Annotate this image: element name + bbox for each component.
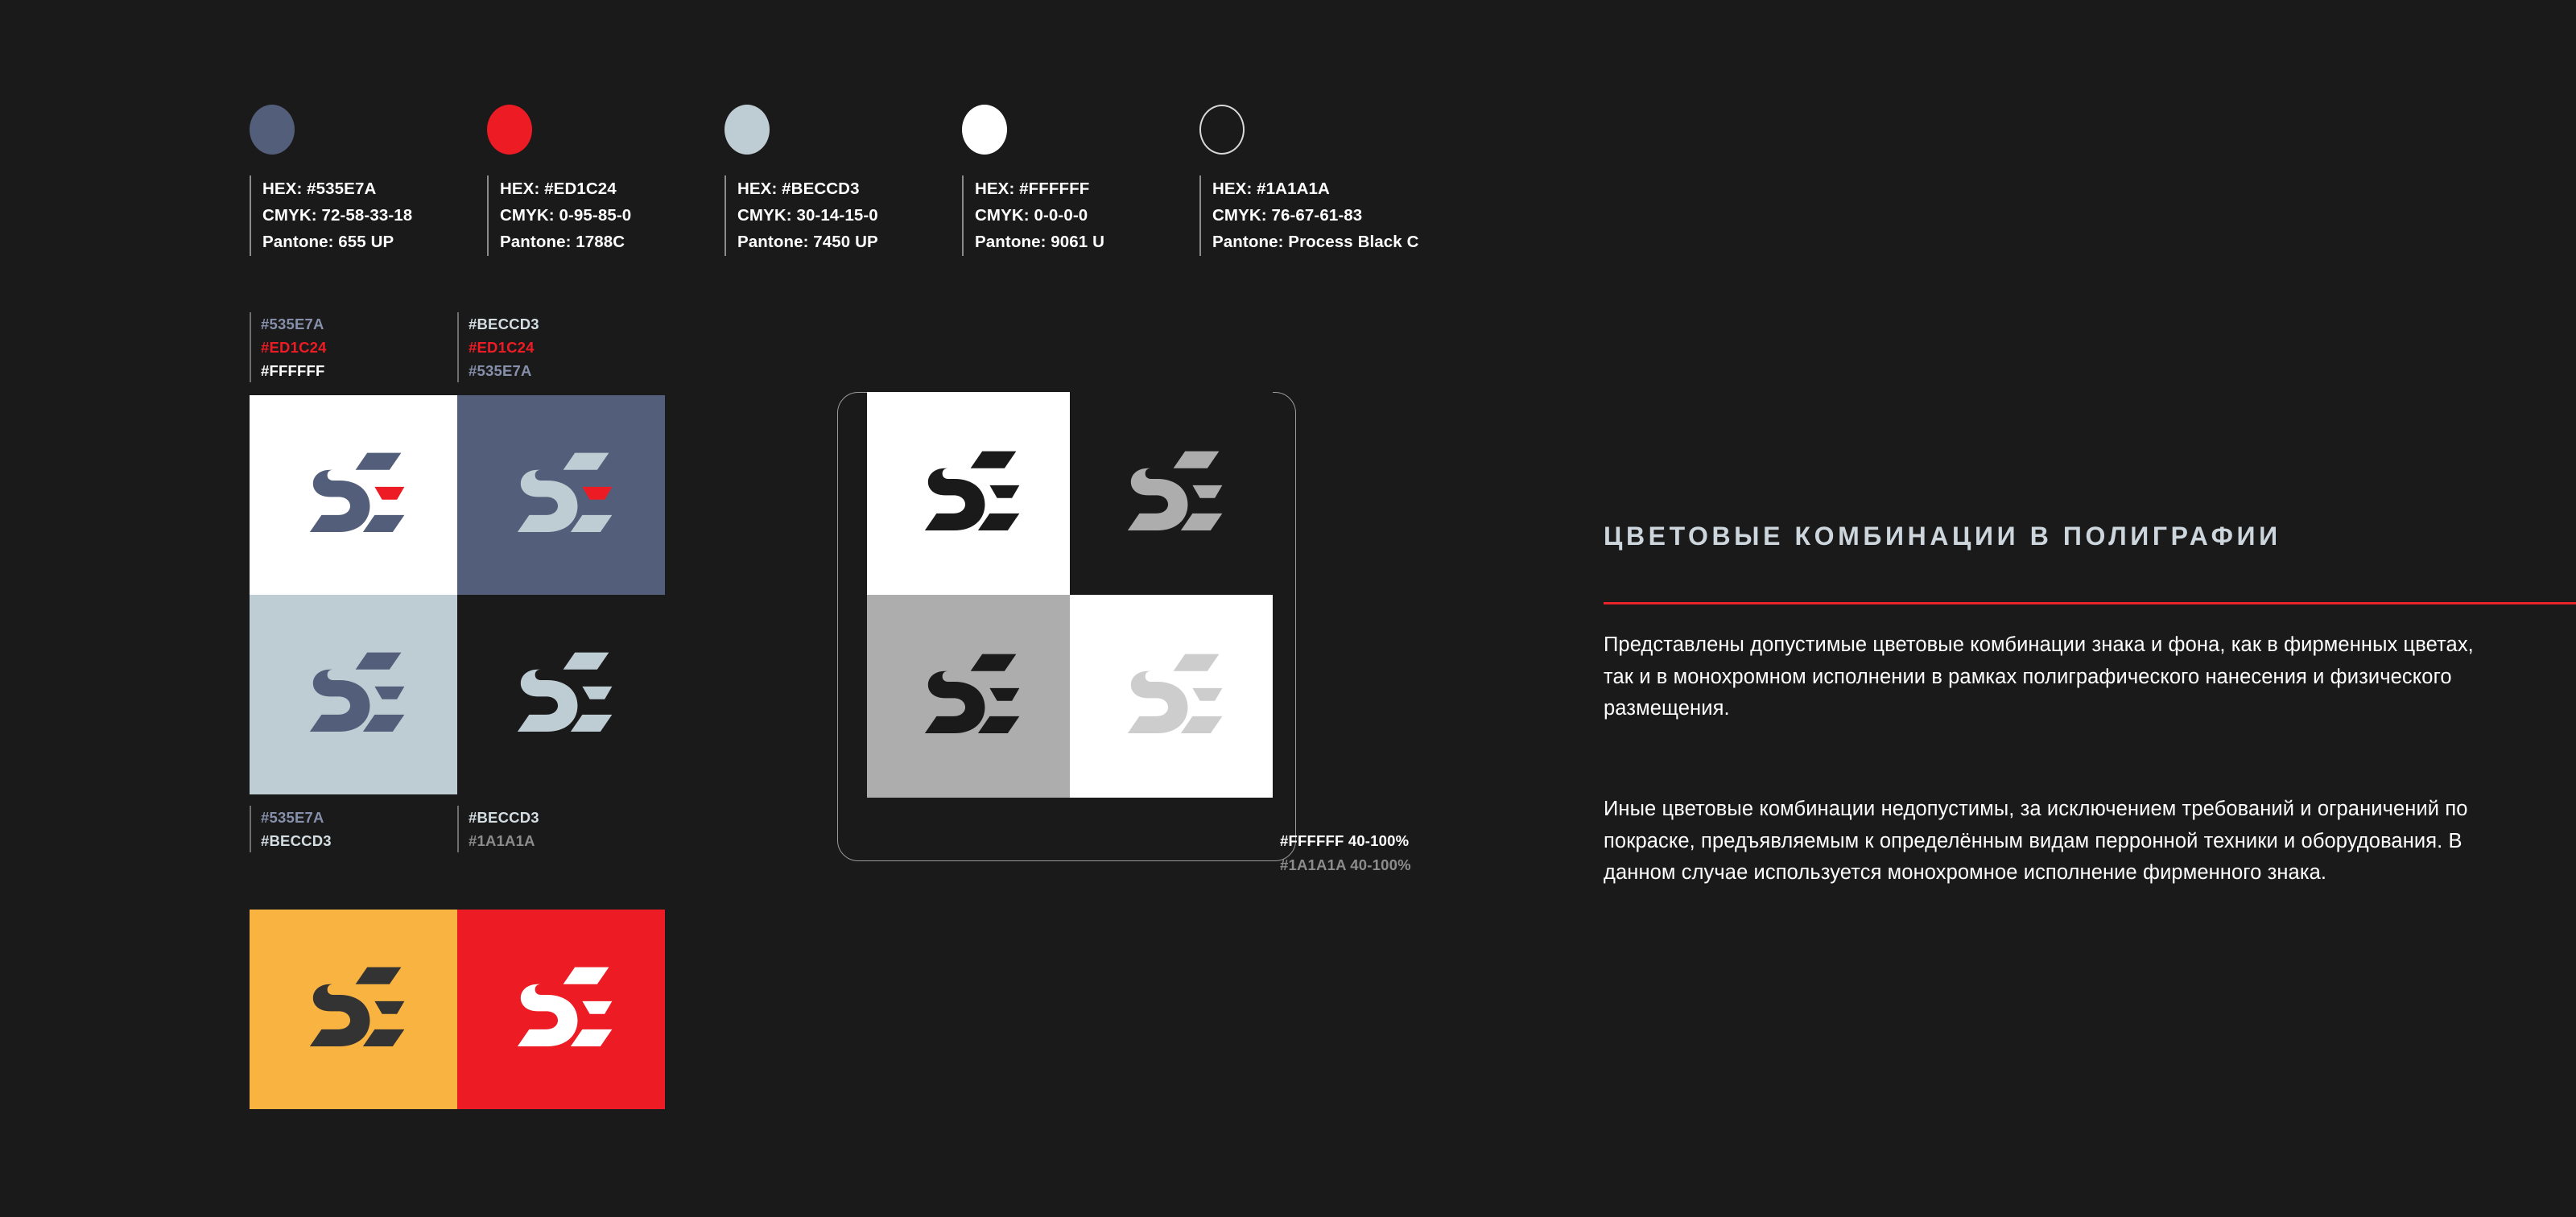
swatch-hex-value: HEX: #FFFFFF <box>975 179 1090 198</box>
logo-bar-bottom <box>363 515 404 532</box>
legend-hex-label: #FFFFFF 40-100% <box>1280 832 1410 849</box>
legend-hex-label: #ED1C24 <box>469 339 535 357</box>
swatch-cmyk-value: CMYK: 76-67-61-83 <box>1212 206 1363 225</box>
legend-hex-label: #535E7A <box>261 316 324 332</box>
logo-bar-bottom <box>363 1029 404 1046</box>
logo-bar-bottom <box>1181 716 1222 732</box>
logo-bar-middle <box>989 485 1019 497</box>
logo-bar-middle <box>374 1000 404 1013</box>
monochrome-grid <box>867 392 1273 798</box>
logo-bar-top <box>971 451 1017 468</box>
logo-bar-top <box>971 654 1017 670</box>
logo-tile-dark-bg <box>457 595 665 794</box>
swatch-color-dot <box>487 105 532 155</box>
se-logo-mark <box>508 965 614 1054</box>
se-logo-mark <box>508 451 614 540</box>
swatch-color-dot <box>1199 105 1245 155</box>
swatch-spec-list <box>724 175 962 256</box>
logo-bar-middle <box>1192 687 1222 700</box>
logo-bar-bottom <box>571 715 612 732</box>
swatch-hex-value: HEX: #535E7A <box>262 179 377 198</box>
palette-swatch <box>1199 105 1437 256</box>
swatch-hex-value: HEX: #ED1C24 <box>500 179 617 198</box>
logo-tile-white-bg <box>250 395 457 595</box>
legend-hex-label: #BECCD3 <box>469 316 539 332</box>
color-combination-grid <box>250 395 665 794</box>
swatch-spec-list <box>1199 175 1437 256</box>
legend-hex-label: #FFFFFF <box>261 362 325 380</box>
title-accent-rule <box>1604 602 2576 604</box>
legend-hex-label: #535E7A <box>469 362 532 380</box>
se-logo-mark <box>915 449 1022 538</box>
logo-tile-light-blue-bg <box>250 595 457 794</box>
logo-bar-top <box>564 967 609 984</box>
logo-bar-middle <box>374 687 404 699</box>
logo-bar-bottom <box>1181 513 1222 530</box>
swatch-cmyk-value: CMYK: 72-58-33-18 <box>262 206 413 225</box>
swatch-pantone-value: Pantone: 7450 UP <box>737 233 878 252</box>
swatch-spec-list <box>487 175 724 256</box>
combo-legend-bottom-left <box>250 806 457 852</box>
legend-hex-label: #1A1A1A 40-100% <box>1280 856 1411 873</box>
logo-bar-bottom <box>363 715 404 732</box>
swatch-pantone-value: Pantone: 1788C <box>500 233 625 252</box>
logo-tile-red-bg <box>457 910 665 1109</box>
se-logo-mark <box>508 650 614 740</box>
swatch-cmyk-value: CMYK: 0-0-0-0 <box>975 206 1088 225</box>
swatch-pantone-value: Pantone: 655 UP <box>262 233 394 252</box>
legend-hex-label: #BECCD3 <box>261 832 332 850</box>
logo-bar-bottom <box>571 515 612 532</box>
logo-bar-top <box>356 452 402 469</box>
logo-bar-top <box>1174 451 1220 468</box>
palette-swatch <box>250 105 487 256</box>
description-column <box>1604 522 2576 551</box>
logo-bar-top <box>564 652 609 669</box>
monochrome-frame <box>837 392 1296 861</box>
se-logo-mark <box>300 650 407 740</box>
combo-legend-top-right <box>457 312 665 382</box>
logo-bar-top <box>1174 654 1220 670</box>
palette-swatch-row <box>250 105 1437 256</box>
mono-tile-gray-bg <box>867 595 1070 798</box>
color-combination-block <box>250 312 665 852</box>
swatch-hex-value: HEX: #1A1A1A <box>1212 179 1330 198</box>
swatch-spec-list <box>250 175 487 256</box>
swatch-spec-list <box>962 175 1199 256</box>
swatch-pantone-value: Pantone: Process Black C <box>1212 233 1419 252</box>
description-paragraph-2: Иные цветовые комбинации недопустимы, за исключением требований и ограничений по покраске, предъявляемым к определённым видам перронной техники и оборудования. В данном случае используется монохромное исполнение фирменного знака. <box>1604 798 2468 885</box>
legend-hex-label: #ED1C24 <box>261 339 327 357</box>
palette-swatch <box>487 105 724 256</box>
swatch-hex-value: HEX: #BECCD3 <box>737 179 860 198</box>
legend-hex-label: #535E7A <box>261 809 324 827</box>
logo-bar-bottom <box>571 1029 612 1046</box>
palette-swatch <box>962 105 1199 256</box>
logo-bar-bottom <box>978 716 1019 732</box>
logo-bar-middle-accent <box>582 487 612 500</box>
combo-legend-top-left <box>250 312 457 382</box>
swatch-pantone-value: Pantone: 9061 U <box>975 233 1104 252</box>
monochrome-caption <box>1280 829 1411 877</box>
se-logo-mark <box>1118 652 1224 741</box>
special-color-pair <box>250 910 665 1109</box>
monochrome-block <box>837 392 1296 861</box>
logo-bar-middle-accent <box>374 487 404 500</box>
description-paragraph-1: Представлены допустимые цветовые комбинации знака и фона, как в фирменных цветах, так и в монохромном исполнении в рамках полиграфического нанесения и физического размещения. <box>1604 633 2474 720</box>
swatch-cmyk-value: CMYK: 30-14-15-0 <box>737 206 878 225</box>
logo-bar-middle <box>1192 485 1222 497</box>
mono-tile-white-bg <box>867 392 1070 595</box>
swatch-cmyk-value: CMYK: 0-95-85-0 <box>500 206 632 225</box>
logo-bar-top <box>564 452 609 469</box>
logo-tile-amber-bg <box>250 910 457 1109</box>
legend-hex-label: #BECCD3 <box>469 809 539 827</box>
logo-tile-slate-bg <box>457 395 665 595</box>
se-logo-mark <box>300 451 407 540</box>
combo-legend-top <box>250 312 665 382</box>
se-logo-mark <box>300 965 407 1054</box>
combo-legend-bottom <box>250 806 665 852</box>
logo-bar-middle <box>989 687 1019 700</box>
section-title: ЦВЕТОВЫЕ КОМБИНАЦИИ В ПОЛИГРАФИИ <box>1604 522 2281 551</box>
combo-legend-bottom-right <box>457 806 665 852</box>
logo-bar-middle <box>582 1000 612 1013</box>
swatch-color-dot <box>962 105 1007 155</box>
mono-tile-black-bg <box>1070 392 1273 595</box>
swatch-color-dot <box>250 105 295 155</box>
mono-tile-white-bg-light-mark <box>1070 595 1273 798</box>
swatch-color-dot <box>724 105 770 155</box>
se-logo-mark <box>915 652 1022 741</box>
palette-swatch <box>724 105 962 256</box>
logo-bar-middle <box>582 687 612 699</box>
logo-bar-top <box>356 652 402 669</box>
legend-hex-label: #1A1A1A <box>469 832 535 850</box>
logo-bar-bottom <box>978 513 1019 530</box>
logo-bar-top <box>356 967 402 984</box>
se-logo-mark <box>1118 449 1224 538</box>
